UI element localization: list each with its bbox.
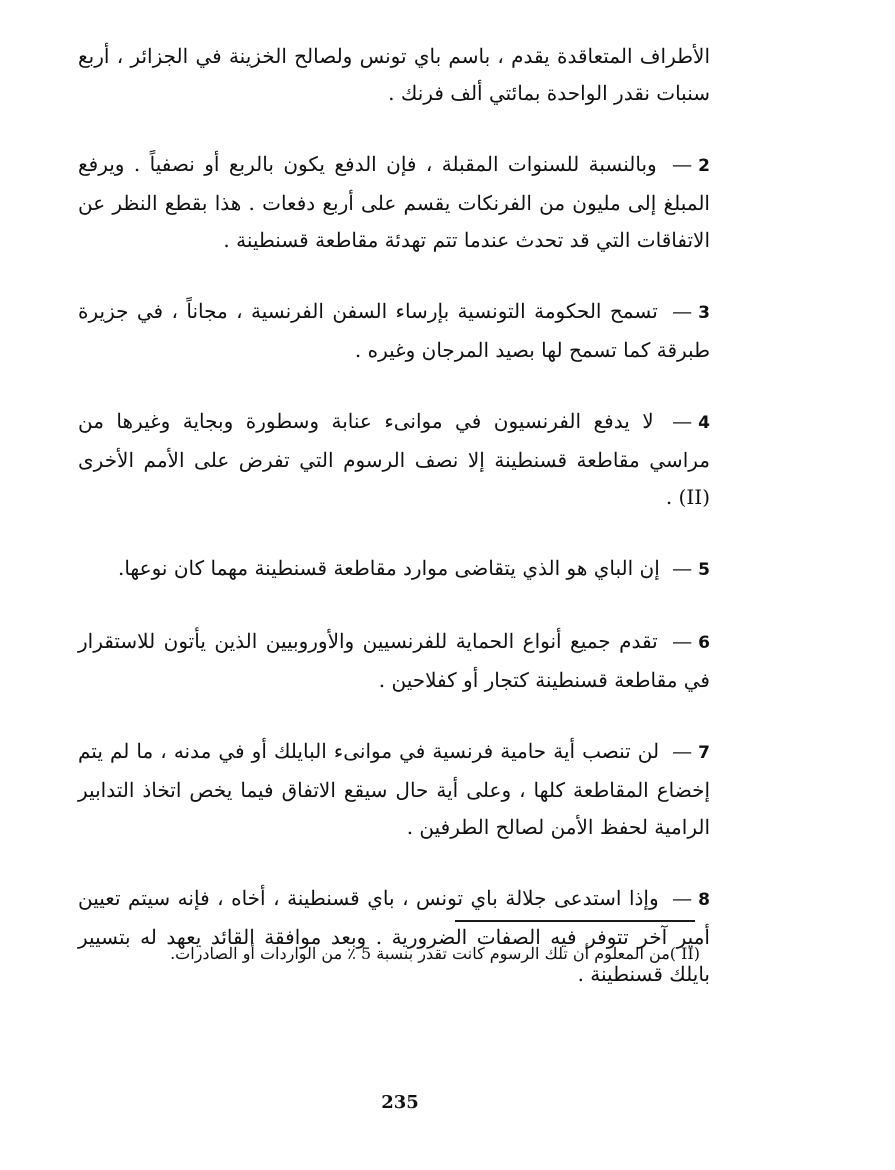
paragraph-continuation [78, 38, 710, 112]
paragraph-dash: — [672, 409, 693, 433]
paragraph-dash: — [672, 556, 693, 580]
paragraph-4 [78, 403, 710, 516]
paragraph-text: إن الباي هو الذي يتقاضى موارد مقاطعة قسنطينة مهما كان نوعها. [117, 556, 660, 580]
paragraph-number: 8 [698, 890, 711, 910]
paragraph-dash: — [672, 629, 693, 653]
paragraph-text: تقدم جميع أنواع الحماية للفرنسيين والأوروبيين الذين يأتون للاستقرار في مقاطعة قسنطينة كتجار أو كفلاحين . [78, 629, 710, 692]
paragraph-text: وإذا استدعى جلالة باي تونس ، باي قسنطينة ، أخاه ، فإنه سيتم تعيين أمير آخر تتوفر فيه الصفات الضرورية . وبعد موافقة القائد يعهد له بتسيير بايلك قسنطينة . [78, 886, 710, 986]
footnote-divider [455, 920, 695, 922]
paragraph-7 [78, 733, 710, 846]
paragraph-text: تسمح الحكومة التونسية بإرساء السفن الفرنسية ، مجاناً ، في جزيرة طبرقة كما تسمح لها بصيد المرجان وغيره . [78, 299, 710, 362]
body-text [78, 38, 710, 993]
paragraph-8 [78, 880, 710, 993]
paragraph-number: 4 [698, 413, 710, 433]
paragraph-text: لا يدفع الفرنسيون في موانىء عنابة وسطورة وبجاية وغيرها من مراسي مقاطعة قسنطينة إلا نصف الرسوم التي تفرض على الأمم الأخرى (II) . [78, 409, 710, 509]
paragraph-number: 2 [698, 156, 710, 176]
paragraph-2 [78, 146, 710, 259]
paragraph-number: 6 [698, 633, 710, 653]
paragraph-text: الأطراف المتعاقدة يقدم ، باسم باي تونس ولصالح الخزينة في الجزائر ، أربع سنبات نقدر الواحدة بمائتي ألف فرنك . [78, 44, 710, 105]
page-number [0, 1092, 800, 1113]
paragraph-6 [78, 623, 710, 699]
paragraph-dash: — [672, 152, 693, 176]
paragraph-number: 7 [698, 743, 710, 763]
paragraph-5 [78, 550, 710, 589]
paragraph-dash: — [672, 299, 693, 323]
paragraph-number: 3 [698, 303, 711, 323]
paragraph-dash: — [672, 886, 693, 910]
page-number-text: 235 [381, 1092, 419, 1113]
paragraph-dash: — [672, 739, 693, 763]
paragraph-text: لن تنصب أية حامية فرنسية في موانىء البايلك أو في مدنه ، ما لم يتم إخضاع المقاطعة كلها ، وعلى أية حال سيقع الاتفاق فيما يخص اتخاذ التدابير الرامية لحفظ الأمن لصالح الطرفين . [78, 739, 710, 839]
paragraph-text: وبالنسبة للسنوات المقبلة ، فإن الدفع يكون بالربع أو نصفياً . ويرفع المبلغ إلى مليون من الفرنكات يقسم على أربع دفعات . هذا بقطع النظر عن الاتفاقات التي قد تحدث عندما تتم تهدئة مقاطعة قسنطينة . [78, 152, 710, 252]
paragraph-3 [78, 293, 710, 369]
footnote: (II )من المعلوم أن تلك الرسوم كانت تقدر بنسبة 5 ٪ من الواردات أو الصادرات. [170, 944, 700, 963]
paragraph-number: 5 [698, 560, 710, 580]
